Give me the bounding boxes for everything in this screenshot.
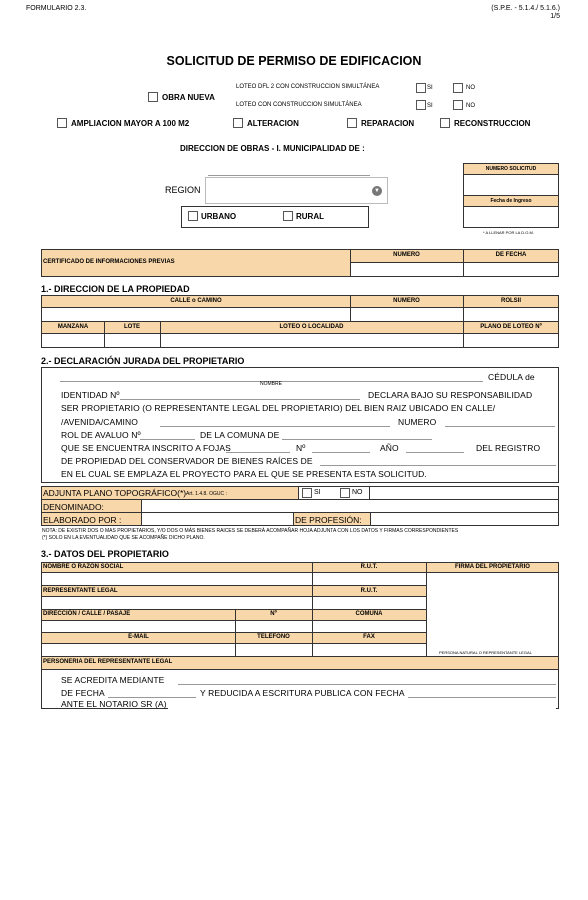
- loteo-header: LOTEO O LOCALIDAD: [279, 324, 344, 330]
- fecha-field[interactable]: [108, 697, 196, 698]
- manzana-header: MANZANA: [57, 324, 89, 330]
- declara-label: DECLARA BAJO SU RESPONSABILIDAD: [368, 390, 533, 400]
- cip-label: CERTIFICADO DE INFORMACIONES PREVIAS: [43, 259, 175, 265]
- no-label: NO: [466, 103, 475, 109]
- numero-fojas-label: Nº: [296, 443, 306, 453]
- alteracion-label: ALTERACION: [247, 119, 299, 128]
- numero-header: NUMERO: [393, 298, 420, 304]
- nota-1: NOTA: DE EXISTIR DOS O MAS PROPIETARIOS, Y/O DOS O MÁS BIENES RAICES SE DEBERÁ ACOMPAÑAR HOJA ADJUNTA CON LOS DATOS Y FIRMAS CORRESPONDIENTES: [42, 528, 459, 534]
- plano-no-label: NO: [352, 489, 363, 496]
- fecha-ingreso-label: Fecha de Ingreso: [464, 196, 558, 206]
- reparacion-checkbox[interactable]: [347, 118, 357, 128]
- urbano-checkbox[interactable]: [188, 211, 198, 221]
- numero-fojas-field[interactable]: [312, 452, 370, 453]
- emplaza-label: EN EL CUAL SE EMPLAZA EL PROYECTO PARA EL QUE SE PRESENTA ESTA SOLICITUD.: [61, 469, 427, 479]
- nombre-razon-header: NOMBRE O RAZÓN SOCIAL: [43, 564, 124, 570]
- dom-note: * A LLENAR POR LA D.O.M.: [483, 230, 534, 235]
- ser-propietario-label: SER PROPIETARIO (O REPRESENTANTE LEGAL DEL PROPIETARIO) DEL BIEN RAIZ UBICADO EN CALLE/: [61, 403, 496, 413]
- si-label: SI: [427, 103, 433, 109]
- chevron-down-icon: ▼: [372, 186, 382, 196]
- elaborado-label: ELABORADO POR :: [43, 515, 122, 525]
- art-label: Art. 1.4.8. OGUC :: [186, 491, 227, 497]
- form-id: FORMULARIO 2.3.: [26, 5, 87, 12]
- telefono-header: TELEFONO: [257, 634, 290, 640]
- rural-checkbox[interactable]: [283, 211, 293, 221]
- nombre-caption: NOMBRE: [260, 381, 282, 387]
- rol-field[interactable]: [140, 439, 195, 440]
- obra-nueva-label: OBRA NUEVA: [162, 93, 215, 102]
- numero-dir-header: Nº: [270, 611, 277, 617]
- urbano-label: URBANO: [201, 212, 237, 221]
- cip-numero-label: NUMERO: [393, 252, 420, 258]
- identidad-field[interactable]: [120, 399, 360, 400]
- numero-solicitud-label: NUMERO SOLICITUD: [464, 164, 558, 174]
- loteo-dfl2-label: LOTEO DFL 2 CON CONSTRUCCION SIMULTÁNEA: [236, 84, 380, 90]
- representante-header: REPRESENTANTE LEGAL: [43, 588, 118, 594]
- rol-label: ROL DE AVALUO Nº: [61, 430, 141, 440]
- acredita-label: SE ACREDITA MEDIANTE: [61, 675, 165, 685]
- denominado-label: DENOMINADO:: [43, 502, 104, 512]
- loteo-con-si-checkbox[interactable]: [416, 100, 426, 110]
- rut-rep-header: R.U.T.: [360, 588, 378, 594]
- cip-fecha-label: DE FECHA: [495, 252, 527, 258]
- si-label: SI: [427, 85, 433, 91]
- comuna-header: COMUNA: [355, 611, 383, 617]
- identidad-label: IDENTIDAD Nº: [61, 390, 120, 400]
- personeria-header: PERSONERIA DEL REPRESENTANTE LEGAL: [43, 659, 173, 665]
- calle-field[interactable]: [160, 426, 390, 427]
- page-number: 1/5: [550, 13, 560, 20]
- escritura-fecha-field[interactable]: [408, 697, 556, 698]
- section3-title: 3.- DATOS DEL PROPIETARIO: [41, 549, 169, 559]
- lote-header: LOTE: [124, 324, 140, 330]
- plano-header: PLANO DE LOTEO Nº: [480, 324, 542, 330]
- rut-header: R.U.T.: [360, 564, 378, 570]
- section2-title: 2.- DECLARACIÓN JURADA DEL PROPIETARIO: [41, 356, 245, 366]
- fax-header: FAX: [363, 634, 375, 640]
- plano-si-label: SI: [314, 489, 321, 496]
- fojas-field[interactable]: [226, 452, 290, 453]
- plano-si-checkbox[interactable]: [302, 488, 312, 498]
- reducida-label: Y REDUCIDA A ESCRITURA PUBLICA CON FECHA: [200, 688, 405, 698]
- registro-label: DEL REGISTRO: [476, 443, 541, 453]
- email-header: E-MAIL: [128, 634, 149, 640]
- avenida-label: /AVENIDA/CAMINO: [61, 417, 138, 427]
- numero-field[interactable]: [445, 426, 555, 427]
- reparacion-label: REPARACION: [361, 119, 415, 128]
- firma-header: FIRMA DEL PROPIETARIO: [455, 564, 530, 570]
- numero-label: NUMERO: [398, 417, 437, 427]
- anio-label: AÑO: [380, 443, 399, 453]
- no-label: NO: [466, 85, 475, 91]
- ampliacion-label: AMPLIACION MAYOR A 100 M2: [71, 119, 190, 128]
- nota-2: (*) SOLO EN LA EVENTUALIDAD QUE SE ACOMPAÑE DICHO PLANO.: [42, 535, 205, 541]
- cedula-label: CÉDULA de: [488, 372, 535, 382]
- loteo-con-label: LOTEO CON CONSTRUCCION SIMULTÁNEA: [236, 102, 362, 108]
- region-select[interactable]: [205, 177, 388, 204]
- calle-header: CALLE o CAMINO: [170, 298, 222, 304]
- region-label: REGION: [165, 185, 201, 195]
- rural-label: RURAL: [296, 212, 324, 221]
- obra-nueva-checkbox[interactable]: [148, 92, 158, 102]
- notario-label: ANTE EL NOTARIO SR (A): [61, 699, 167, 709]
- comuna-label: DE LA COMUNA DE: [200, 430, 280, 440]
- reconstruccion-label: RECONSTRUCCION: [454, 119, 531, 128]
- ampliacion-checkbox[interactable]: [57, 118, 67, 128]
- persona-natural-caption: PERSONA NATURAL O REPRESENTANTE LEGAL: [439, 650, 532, 655]
- loteo-dfl2-si-checkbox[interactable]: [416, 83, 426, 93]
- plano-no-checkbox[interactable]: [340, 488, 350, 498]
- page-title: SOLICITUD DE PERMISO DE EDIFICACION: [166, 54, 422, 68]
- comuna-field[interactable]: [282, 439, 432, 440]
- direccion-obras-label: DIRECCION DE OBRAS - I. MUNICIPALIDAD DE :: [180, 144, 365, 153]
- reconstruccion-checkbox[interactable]: [440, 118, 450, 128]
- inscrito-label: QUE SE ENCUENTRA INSCRITO A FOJAS: [61, 443, 231, 453]
- propiedad-label: DE PROPIEDAD DEL CONSERVADOR DE BIENES RAÍCES DE: [61, 456, 313, 466]
- fecha-label: DE FECHA: [61, 688, 105, 698]
- rol-header: ROLSII: [500, 298, 521, 304]
- municipalidad-field[interactable]: [208, 175, 370, 176]
- conservador-field[interactable]: [320, 465, 556, 466]
- alteracion-checkbox[interactable]: [233, 118, 243, 128]
- section1-title: 1.- DIRECCION DE LA PROPIEDAD: [41, 284, 190, 294]
- anio-field[interactable]: [406, 452, 464, 453]
- acredita-field[interactable]: [178, 684, 556, 685]
- direccion-header: DIRECCIÓN / CALLE / PASAJE: [43, 611, 131, 617]
- profesion-label: DE PROFESIÓN:: [295, 515, 362, 525]
- loteo-con-no-checkbox[interactable]: [453, 100, 463, 110]
- loteo-dfl2-no-checkbox[interactable]: [453, 83, 463, 93]
- adjunta-label: ADJUNTA PLANO TOPOGRÁFICO(*): [43, 488, 187, 498]
- notario-field[interactable]: [168, 708, 556, 709]
- form-code: (S.P.E. - 5.1.4./ 5.1.6.): [491, 5, 560, 12]
